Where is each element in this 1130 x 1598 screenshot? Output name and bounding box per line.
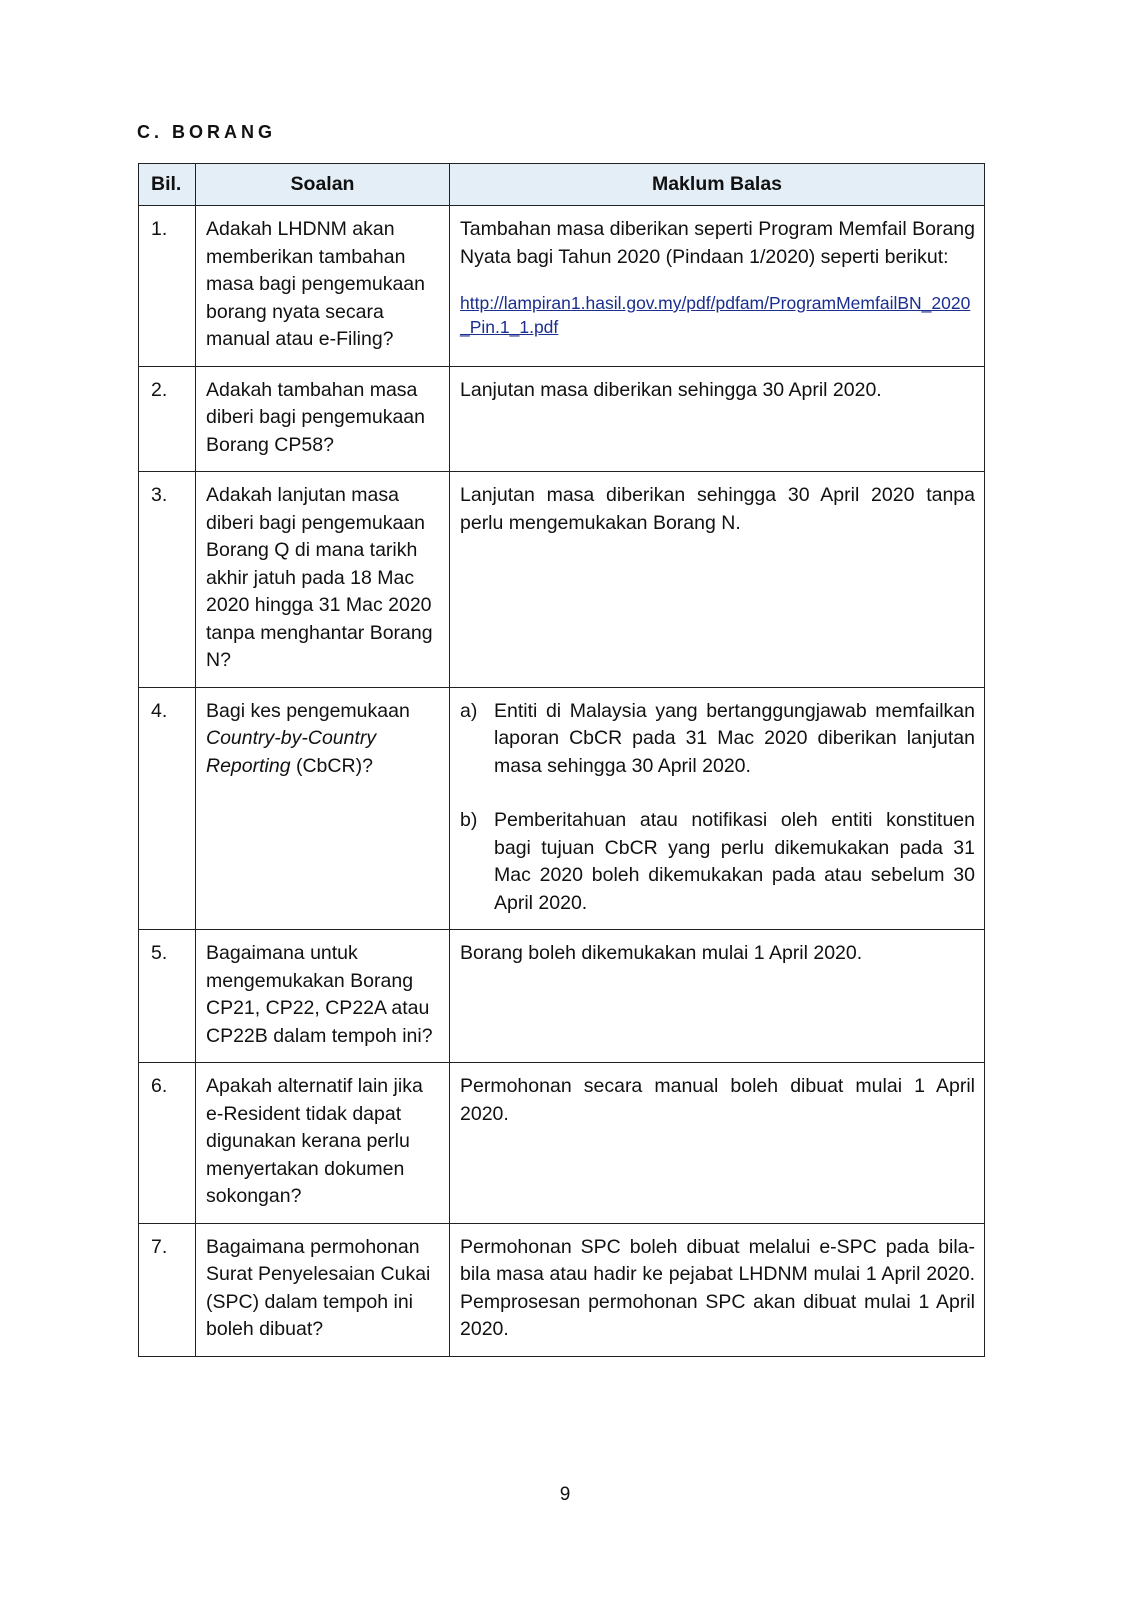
question-italic: Country-by-Country Reporting (206, 727, 377, 777)
question: Adakah lanjutan masa diberi bagi pengemukaan Borang Q di mana tarikh akhir jatuh pada 18 Mac 2020 hingga 31 Mac 2020 tanpa menghantar Borang N? (196, 472, 450, 688)
answer: Tambahan masa diberikan seperti Program Memfail Borang Nyata bagi Tahun 2020 (Pindaan 1/2020) seperti berikut: (460, 218, 975, 268)
question: Bagaimana permohonan Surat Penyelesaian Cukai (SPC) dalam tempoh ini boleh dibuat? (196, 1223, 450, 1356)
item-text: Pemberitahuan atau notifikasi oleh entiti konstituen bagi tujuan CbCR yang perlu dikemukakan pada 31 Mac 2020 boleh dikemukakan pada atau sebelum 30 April 2020. (494, 809, 975, 914)
table-row (139, 206, 985, 367)
table-row (139, 366, 985, 472)
question: Bagaimana untuk mengemukakan Borang CP21, CP22, CP22A atau CP22B dalam tempoh ini? (196, 930, 450, 1063)
answer: Borang boleh dikemukakan mulai 1 April 2020. (450, 930, 985, 1063)
row-number: 6. (139, 1063, 196, 1224)
answer: Permohonan SPC boleh dibuat melalui e-SPC pada bila-bila masa atau hadir ke pejabat LHDNM mulai 1 April 2020. Pemprosesan permohonan SPC akan dibuat mulai 1 April 2020. (450, 1223, 985, 1356)
faq-table (138, 163, 985, 1357)
table-row (139, 472, 985, 688)
section-title: C. BORANG (137, 122, 276, 142)
answer: Lanjutan masa diberikan sehingga 30 April 2020. (450, 366, 985, 472)
table-row (139, 687, 985, 930)
answer-item (460, 807, 975, 917)
table-row (139, 1223, 985, 1356)
question-post: (CbCR)? (295, 754, 373, 777)
table-header-row (139, 164, 985, 206)
header-maklum-balas: Maklum Balas (450, 164, 985, 206)
header-bil: Bil. (139, 164, 196, 206)
row-number: 1. (139, 206, 196, 367)
program-memfail-link[interactable]: http://lampiran1.hasil.gov.my/pdf/pdfam/ProgramMemfailBN_2020_Pin.1_1.pdf (460, 293, 971, 337)
question-pre: Bagi kes pengemukaan (206, 699, 410, 722)
item-text: Entiti di Malaysia yang bertanggungjawab memfailkan laporan CbCR pada 31 Mac 2020 diberikan lanjutan masa sehingga 30 April 2020. (494, 699, 975, 777)
header-soalan: Soalan (196, 164, 450, 206)
answer-cell (450, 687, 985, 930)
item-label: a) (460, 699, 478, 722)
question (196, 687, 450, 930)
answer: Permohonan secara manual boleh dibuat mulai 1 April 2020. (450, 1063, 985, 1224)
answer: Lanjutan masa diberikan sehingga 30 April 2020 tanpa perlu mengemukakan Borang N. (450, 472, 985, 688)
page-number: 9 (559, 1484, 571, 1505)
item-label: b) (460, 809, 478, 831)
row-number: 5. (139, 930, 196, 1063)
row-number: 7. (139, 1223, 196, 1356)
row-number: 4. (139, 687, 196, 930)
table-row (139, 1063, 985, 1224)
answer-item (460, 698, 975, 781)
question: Apakah alternatif lain jika e-Resident tidak dapat digunakan kerana perlu menyertakan dokumen sokongan? (196, 1063, 450, 1224)
row-number: 2. (139, 366, 196, 472)
answer-cell (450, 206, 985, 367)
question: Adakah LHDNM akan memberikan tambahan masa bagi pengemukaan borang nyata secara manual atau e-Filing? (196, 206, 450, 367)
question: Adakah tambahan masa diberi bagi pengemukaan Borang CP58? (196, 366, 450, 472)
row-number: 3. (139, 472, 196, 688)
table-row (139, 930, 985, 1063)
